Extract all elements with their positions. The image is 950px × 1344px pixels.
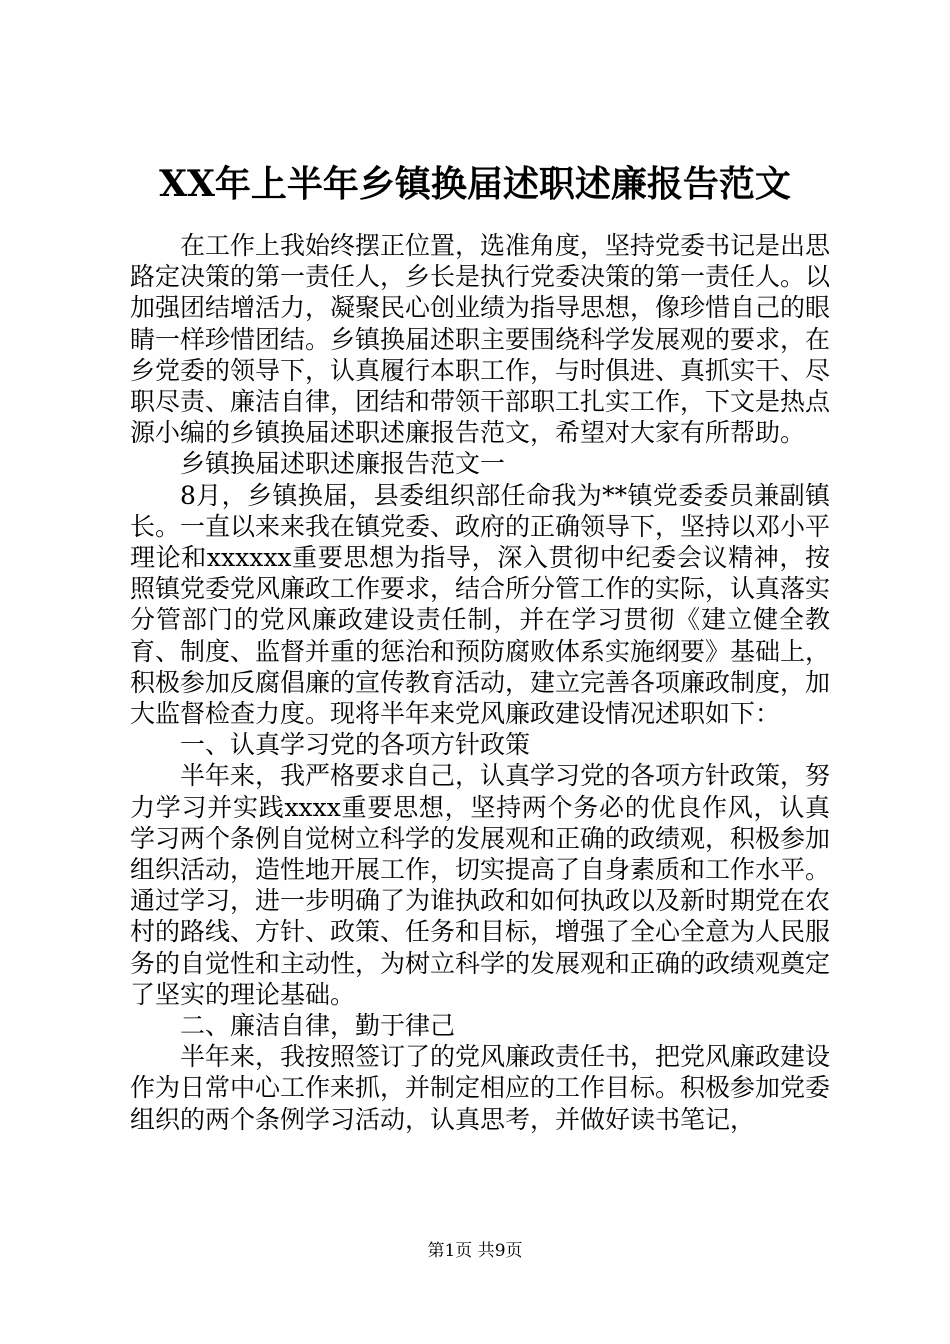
section-heading-study: 一、认真学习党的各项方针政策 [180, 730, 531, 760]
paragraph-appointment: 8月，乡镇换届，县委组织部任命我为**镇党委委员兼副镇长。一直以来来我在镇党委、政府的正确领导下，坚持以邓小平理论和xxxxxx重要思想为指导，深入贯彻中纪委会议精神，按照镇党委党风廉政工作要求，结合所分管工作的实际，认真落实分管部门的党风廉政建设责任制，并在学习贯彻《建立健全教育、制度、监督并重的惩治和预防腐败体系实施纲要》基础上，积极参加反腐倡廉的宣传教育活动，建立完善各项廉政制度，加大监督检查力度。现将半年来党风廉政建设情况述职如下： [130, 480, 831, 729]
document-title: XX年上半年乡镇换届述职述廉报告范文 [159, 163, 791, 205]
section-heading-integrity: 二、廉洁自律，勤于律己 [180, 1011, 456, 1041]
page-number-footer: 第1页 共9页 [427, 1241, 523, 1261]
paragraph-study: 半年来，我严格要求自己，认真学习党的各项方针政策，努力学习并实践xxxx重要思想，坚持两个务必的优良作风，认真学习两个条例自觉树立科学的发展观和正确的政绩观，积极参加组织活动，造性地开展工作，切实提高了自身素质和工作水平。通过学习，进一步明确了为谁执政和如何执政以及新时期党在农村的路线、方针、政策、任务和目标，增强了全心全意为人民服务的自觉性和主动性，为树立科学的发展观和正确的政绩观奠定了坚实的理论基础。 [130, 761, 831, 1009]
section-heading-sample-one: 乡镇换届述职述廉报告范文一 [180, 449, 506, 479]
paragraph-integrity: 半年来，我按照签订了的党风廉政责任书，把党风廉政建设作为日常中心工作来抓，并制定相应的工作目标。积极参加党委组织的两个条例学习活动，认真思考，并做好读书笔记， [130, 1042, 831, 1134]
paragraph-intro: 在工作上我始终摆正位置，选准角度，坚持党委书记是出思路定决策的第一责任人，乡长是执行党委决策的第一责任人。以加强团结增活力，凝聚民心创业绩为指导思想，像珍惜自己的眼睛一样珍惜团结。乡镇换届述职主要围绕科学发展观的要求，在乡党委的领导下，认真履行本职工作，与时俱进、真抓实干、尽职尽责、廉洁自律，团结和带领干部职工扎实工作，下文是热点源小编的乡镇换届述职述廉报告范文，希望对大家有所帮助。 [130, 231, 831, 448]
document-body [130, 230, 830, 1135]
